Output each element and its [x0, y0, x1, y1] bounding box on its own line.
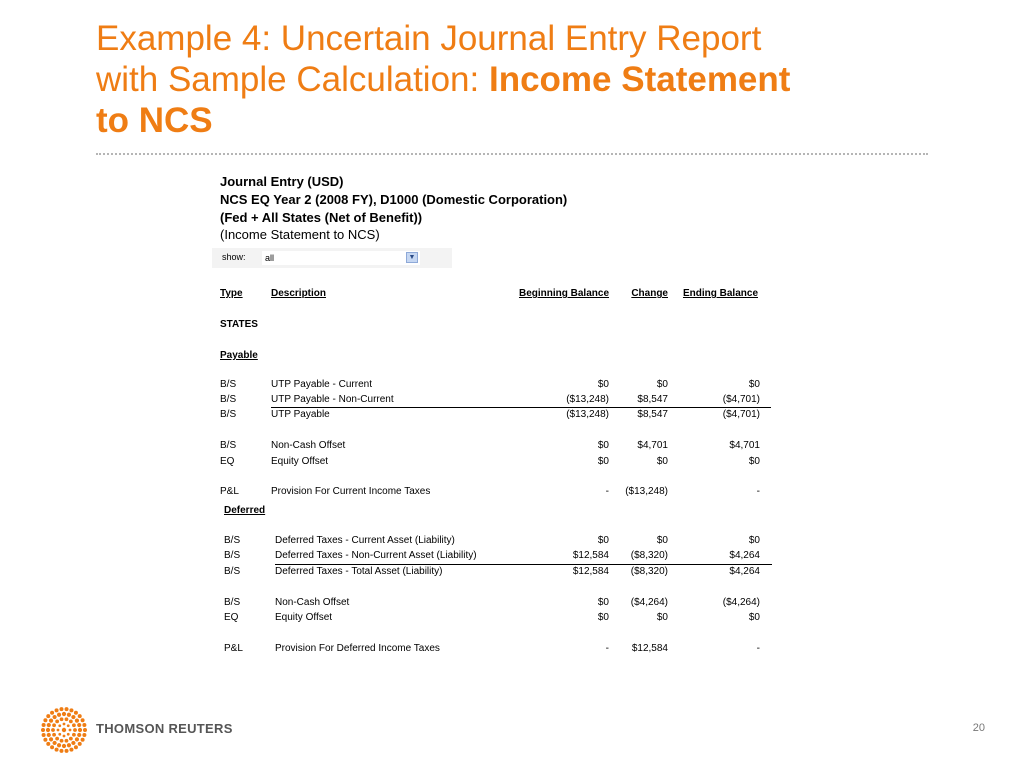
- logo-dot: [57, 713, 61, 717]
- row-change: $4,701: [637, 440, 668, 451]
- row-ending-balance: $0: [748, 456, 760, 467]
- report-heading-3: (Fed + All States (Net of Benefit)): [220, 210, 423, 225]
- page-number: 20: [972, 722, 985, 734]
- logo-dot: [58, 724, 61, 727]
- chevron-down-icon[interactable]: ▼: [406, 252, 418, 263]
- row-beginning-balance: $0: [597, 379, 609, 390]
- row-type: EQ: [224, 612, 239, 623]
- column-header: Beginning Balance: [518, 288, 609, 299]
- column-header: Ending Balance: [682, 288, 758, 299]
- show-filter: [212, 248, 452, 268]
- logo-dot: [53, 741, 57, 745]
- logo-dot: [58, 733, 61, 736]
- row-description: Equity Offset: [271, 456, 329, 467]
- row-description: Non-Cash Offset: [275, 597, 350, 608]
- row-ending-balance: ($4,264): [722, 597, 760, 608]
- logo-dot: [53, 715, 57, 719]
- report-heading-2: NCS EQ Year 2 (2008 FY), D1000 (Domestic Corporation): [220, 192, 568, 207]
- row-type: B/S: [220, 440, 237, 451]
- logo-dot: [81, 718, 85, 722]
- row-type: P&L: [220, 486, 239, 497]
- row-change: ($8,320): [630, 550, 668, 561]
- row-beginning-balance: ($13,248): [566, 394, 609, 405]
- total-rule: [275, 564, 772, 565]
- show-select-value: all: [265, 253, 275, 263]
- logo-dot: [59, 707, 63, 711]
- logo-dot: [69, 708, 73, 712]
- logo-dot: [42, 733, 46, 737]
- logo-dot: [77, 723, 81, 727]
- column-header: Description: [271, 288, 327, 299]
- thomson-reuters-logo-icon: [40, 706, 88, 754]
- row-change: ($13,248): [625, 486, 668, 497]
- total-rule: [271, 407, 771, 408]
- row-change: $0: [656, 379, 668, 390]
- row-change: ($4,264): [630, 597, 668, 608]
- logo-dot: [46, 742, 50, 746]
- row-type: B/S: [220, 409, 237, 420]
- row-description: Non-Cash Offset: [271, 440, 346, 451]
- row-beginning-balance: $0: [597, 612, 609, 623]
- row-ending-balance: ($4,701): [722, 409, 760, 420]
- row-beginning-balance: $0: [597, 440, 609, 451]
- logo-dot: [65, 749, 69, 753]
- logo-dot: [67, 724, 70, 727]
- group-label-deferred: Deferred: [224, 505, 266, 516]
- logo-dot: [63, 723, 66, 726]
- logo-dot: [62, 712, 66, 716]
- row-ending-balance: -: [756, 486, 760, 497]
- report-heading-4: (Income Statement to NCS): [220, 227, 380, 242]
- logo-dot: [46, 714, 50, 718]
- logo-dot: [65, 717, 69, 721]
- row-beginning-balance: $0: [597, 597, 609, 608]
- column-header: Type: [220, 288, 243, 299]
- title-divider: [96, 153, 928, 155]
- logo-dot: [43, 738, 47, 742]
- logo-dot: [60, 717, 64, 721]
- row-change: $12,584: [631, 643, 668, 654]
- row-beginning-balance: $12,584: [572, 566, 609, 577]
- logo-dot: [55, 737, 59, 741]
- logo-dot: [67, 733, 70, 736]
- logo-dot: [50, 745, 54, 749]
- row-description: UTP Payable - Non-Current: [271, 394, 394, 405]
- logo-dot: [49, 719, 53, 723]
- logo-dot: [77, 733, 81, 737]
- logo-dot: [72, 723, 76, 727]
- logo-dot: [83, 728, 87, 732]
- logo-dot: [59, 749, 63, 753]
- row-ending-balance: $4,701: [729, 440, 760, 451]
- row-change: $8,547: [637, 409, 668, 420]
- row-ending-balance: $0: [748, 535, 760, 546]
- row-type: B/S: [224, 550, 241, 561]
- row-description: Deferred Taxes - Current Asset (Liability): [275, 535, 455, 546]
- section-label-states: STATES: [220, 319, 258, 330]
- logo-dot: [51, 728, 55, 732]
- show-label: show:: [222, 252, 246, 262]
- logo-dot: [63, 735, 66, 738]
- logo-dot: [75, 737, 79, 741]
- logo-dot: [81, 738, 85, 742]
- row-type: B/S: [224, 597, 241, 608]
- logo-dot: [82, 723, 86, 727]
- logo-dot: [69, 729, 72, 732]
- logo-dot: [57, 743, 61, 747]
- show-select[interactable]: [262, 251, 420, 265]
- logo-dot: [69, 720, 73, 724]
- logo-dot: [50, 711, 54, 715]
- logo-dot: [67, 713, 71, 717]
- logo-dot: [62, 744, 66, 748]
- row-description: Deferred Taxes - Total Asset (Liability): [275, 566, 443, 577]
- logo-dot: [55, 748, 59, 752]
- logo-dot: [65, 707, 69, 711]
- row-description: Deferred Taxes - Non-Current Asset (Liability): [275, 550, 477, 561]
- logo-dot: [42, 723, 46, 727]
- logo-dot: [69, 748, 73, 752]
- journal-entry-report: [212, 168, 782, 660]
- row-beginning-balance: $0: [597, 535, 609, 546]
- row-change: $0: [656, 535, 668, 546]
- title-bold-b: to NCS: [96, 101, 213, 140]
- row-ending-balance: $0: [748, 612, 760, 623]
- title-line-1: Example 4: Uncertain Journal Entry Report: [96, 19, 762, 58]
- logo-dot: [72, 733, 76, 737]
- logo-dot: [69, 737, 73, 741]
- logo-dot: [78, 714, 82, 718]
- row-description: Equity Offset: [275, 612, 333, 623]
- logo-dot: [73, 728, 77, 732]
- logo-dot: [52, 723, 56, 727]
- row-ending-balance: $4,264: [729, 566, 760, 577]
- row-beginning-balance: ($13,248): [566, 409, 609, 420]
- row-description: UTP Payable - Current: [271, 379, 372, 390]
- logo-dot: [82, 733, 86, 737]
- brand-name: THOMSON REUTERS: [96, 721, 233, 736]
- logo-dot: [43, 718, 47, 722]
- row-ending-balance: ($4,701): [722, 394, 760, 405]
- group-label-payable: Payable: [220, 350, 258, 361]
- logo-dot: [55, 720, 59, 724]
- logo-dot: [49, 737, 53, 741]
- title-line-2: with Sample Calculation:: [96, 60, 489, 99]
- row-description: Provision For Current Income Taxes: [271, 486, 431, 497]
- report-heading-1: Journal Entry (USD): [220, 174, 344, 189]
- row-beginning-balance: -: [605, 486, 609, 497]
- column-header: Change: [631, 288, 668, 299]
- row-type: P&L: [224, 643, 243, 654]
- row-type: B/S: [220, 379, 237, 390]
- slide-title: [96, 18, 936, 141]
- logo-dot: [65, 739, 69, 743]
- row-beginning-balance: -: [605, 643, 609, 654]
- title-bold-a: Income Statement: [488, 60, 791, 99]
- logo-dot: [60, 739, 64, 743]
- logo-dot: [74, 745, 78, 749]
- row-description: UTP Payable: [271, 409, 330, 420]
- row-change: $0: [656, 612, 668, 623]
- row-type: B/S: [220, 394, 237, 405]
- row-ending-balance: $0: [748, 379, 760, 390]
- row-beginning-balance: $0: [597, 456, 609, 467]
- logo-dot: [47, 723, 51, 727]
- row-description: Provision For Deferred Income Taxes: [275, 643, 440, 654]
- row-type: EQ: [220, 456, 235, 467]
- logo-dot: [78, 728, 82, 732]
- logo-dot: [75, 719, 79, 723]
- logo-dot: [74, 711, 78, 715]
- logo-dot: [62, 728, 66, 732]
- row-beginning-balance: $12,584: [572, 550, 609, 561]
- logo-dot: [57, 729, 60, 732]
- row-change: ($8,320): [630, 566, 668, 577]
- row-type: B/S: [224, 535, 241, 546]
- logo-dot: [55, 708, 59, 712]
- row-change: $8,547: [637, 394, 668, 405]
- row-type: B/S: [224, 566, 241, 577]
- logo-dot: [41, 728, 45, 732]
- row-ending-balance: $4,264: [729, 550, 760, 561]
- logo-dot: [71, 741, 75, 745]
- logo-dot: [46, 728, 50, 732]
- row-ending-balance: -: [756, 643, 760, 654]
- logo-dot: [47, 733, 51, 737]
- logo-dot: [71, 715, 75, 719]
- logo-dot: [67, 743, 71, 747]
- logo-dot: [78, 742, 82, 746]
- row-change: $0: [656, 456, 668, 467]
- logo-dot: [52, 733, 56, 737]
